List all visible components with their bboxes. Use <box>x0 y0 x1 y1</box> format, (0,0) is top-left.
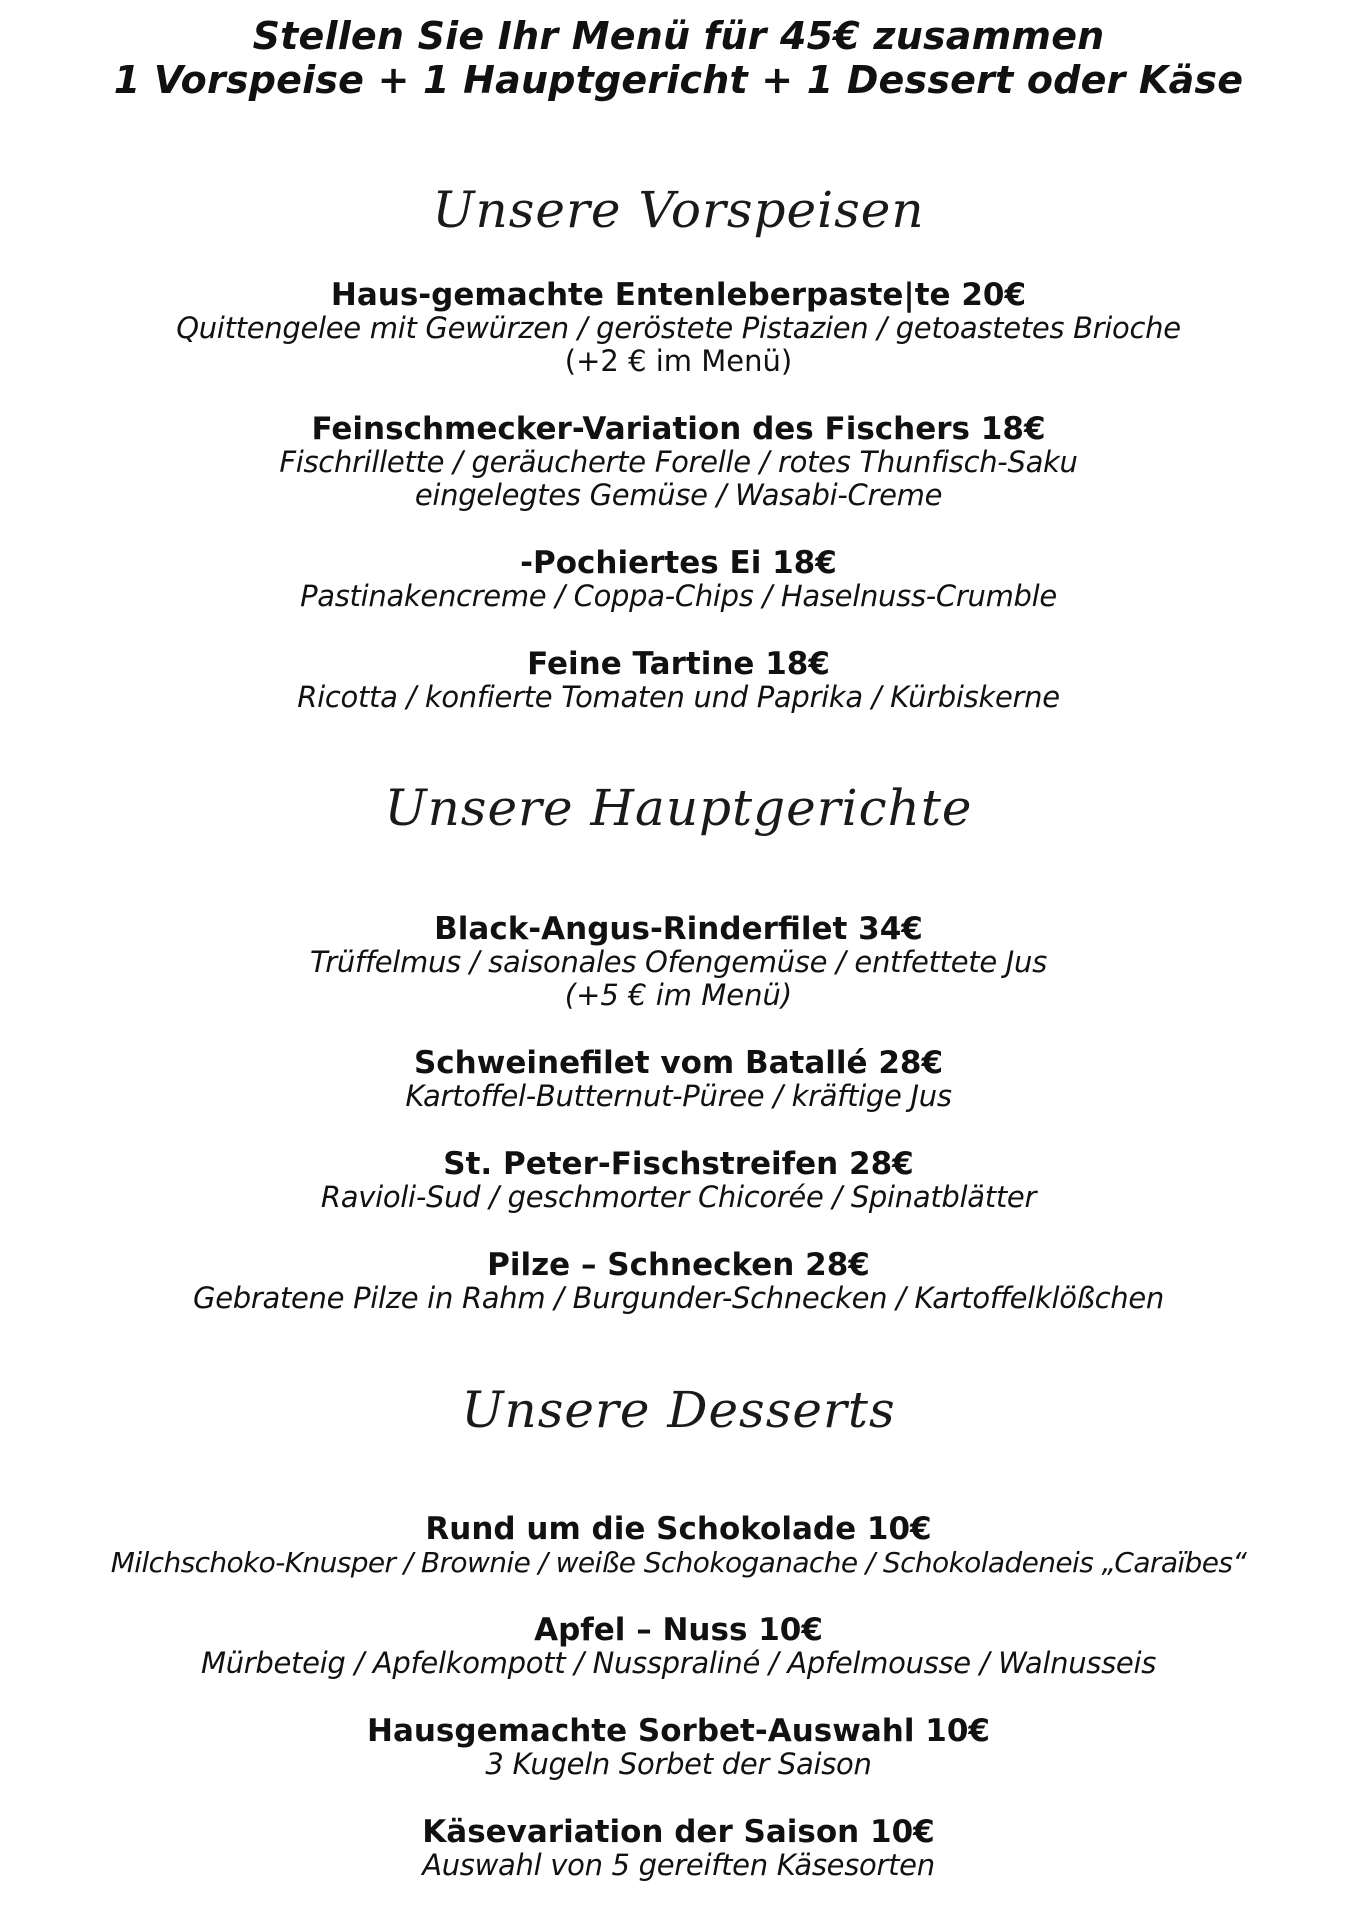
section-title-desserts: Unsere Desserts <box>461 1381 896 1439</box>
section-title-starters: Unsere Vorspeisen <box>432 181 925 239</box>
dish-description: 3 Kugeln Sorbet der Saison <box>485 1747 872 1781</box>
dish-menu-surcharge: (+2 € im Menü) <box>564 344 793 378</box>
header-line-1: Stellen Sie Ihr Menü für 45€ zusammen <box>252 14 1105 58</box>
dish-description: Trüffelmus / saisonales Ofengemüse / entfettete Jus <box>310 945 1047 979</box>
dish-name: Hausgemachte Sorbet-Auswahl 10€ <box>367 1713 990 1749</box>
header-line-2: 1 Vorspeise + 1 Hauptgericht + 1 Dessert oder Käse <box>113 58 1244 102</box>
dish-item <box>0 1512 1357 1579</box>
dish-description: Mürbeteig / Apfelkompott / Nusspraliné / Apfelmousse / Walnusseis <box>200 1646 1157 1680</box>
dish-name: Käsevariation der Saison 10€ <box>422 1814 935 1850</box>
dish-description: Pastinakencreme / Coppa-Chips / Haselnuss-Crumble <box>300 579 1057 613</box>
dish-item <box>0 278 1357 378</box>
dish-description: Quittengelee mit Gewürzen / geröstete Pistazien / getoastetes Brioche <box>176 311 1181 345</box>
dish-name: Schweinefilet vom Batallé 28€ <box>413 1045 944 1081</box>
dish-item <box>0 647 1357 714</box>
dish-name: -Pochiertes Ei 18€ <box>520 545 837 581</box>
dish-item <box>0 1714 1357 1781</box>
dish-item <box>0 912 1357 1012</box>
dish-item <box>0 1613 1357 1680</box>
dish-item <box>0 546 1357 613</box>
dish-name: Black-Angus-Rinderfilet 34€ <box>434 911 923 947</box>
dish-item <box>0 1147 1357 1214</box>
dish-name: Rund um die Schokolade 10€ <box>425 1511 932 1547</box>
dish-menu-surcharge: (+5 € im Menü) <box>564 978 793 1012</box>
dish-description: Auswahl von 5 gereiften Käsesorten <box>422 1848 935 1882</box>
dish-description: Ravioli-Sud / geschmorter Chicorée / Spinatblätter <box>320 1180 1037 1214</box>
dish-name: Pilze – Schnecken 28€ <box>487 1247 870 1283</box>
menu-header <box>0 14 1357 102</box>
section-title-mains: Unsere Hauptgerichte <box>384 779 973 837</box>
dish-name: Feine Tartine 18€ <box>527 646 830 682</box>
dish-item <box>0 1815 1357 1882</box>
dish-name: St. Peter-Fischstreifen 28€ <box>443 1146 914 1182</box>
dish-description: Ricotta / konfierte Tomaten und Paprika / Kürbiskerne <box>297 680 1060 714</box>
dish-name: Apfel – Nuss 10€ <box>534 1612 823 1648</box>
dish-description: Milchschoko-Knusper / Brownie / weiße Schokoganache / Schokoladeneis „Caraïbes“ <box>110 1546 1247 1579</box>
dish-item <box>0 1046 1357 1113</box>
dish-description: Kartoffel-Butternut-Püree / kräftige Jus <box>405 1079 952 1113</box>
dish-description: Gebratene Pilze in Rahm / Burgunder-Schnecken / Kartoffelklößchen <box>193 1281 1164 1315</box>
dish-name: Feinschmecker-Variation des Fischers 18€ <box>311 411 1046 447</box>
dish-item <box>0 412 1357 512</box>
dish-description-line-2: eingelegtes Gemüse / Wasabi-Creme <box>414 478 943 512</box>
dish-item <box>0 1248 1357 1315</box>
dish-name: Haus-gemachte Entenleberpaste|te 20€ <box>330 277 1027 313</box>
dish-description: Fischrillette / geräucherte Forelle / rotes Thunfisch-Saku <box>279 445 1078 479</box>
